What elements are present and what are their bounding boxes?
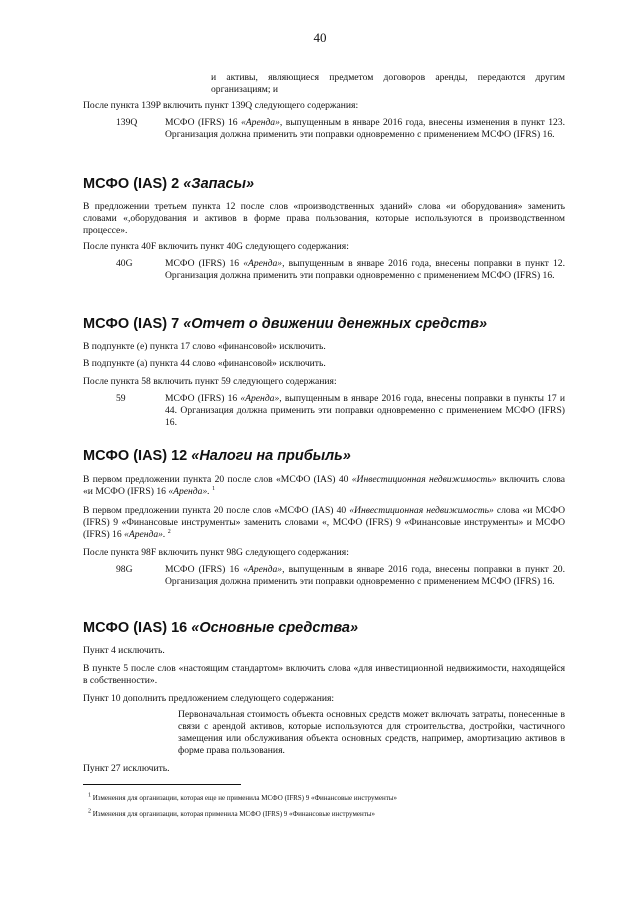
paragraph-ias2-1: В предложении третьем пункта 12 после слов «производственных зданий» слова «и оборудования» заменить словами «,оборудования и активов в форме права пользования, которые используются в производственном процессе». — [83, 201, 565, 236]
paragraph-ias12-3: После пункта 98F включить пункт 98G следующего содержания: — [83, 547, 349, 558]
paragraph-ias12-2: В первом предложении пункта 20 после слов «МСФО (IAS) 40 «Инвестиционная недвижимость» слова «и МСФО (IFRS) 9 «Финансовые инструменты» заменить словами «, МСФО (IFRS) 9 «Финансовые инструменты» и МСФО (IFRS) 16 «Аренда». $^2$ — [83, 505, 565, 540]
entry-number: 59 — [116, 393, 126, 404]
entry-number: 98G — [116, 564, 133, 575]
paragraph-ias7-3: После пункта 58 включить пункт 59 следующего содержания: — [83, 376, 337, 387]
entry-text: МСФО (IFRS) 16 «Аренда», выпущенным в январе 2016 года, внесены поправки в пункт 12. Организация должна применить эти поправки одновременно с применением МСФО (IFRS) 16. — [165, 258, 565, 281]
paragraph-ias16-1: Пункт 4 исключить. — [83, 645, 165, 656]
footnote-1: $^1$ Изменения для организации, которая еще не применила МСФО (IFRS) 9 «Финансовые инструменты» — [88, 792, 397, 802]
paragraph-ias7-2: В подпункте (а) пункта 44 слово «финансовой» исключить. — [83, 358, 326, 369]
section-heading-ias7: МСФО (IAS) 7 «Отчет о движении денежных средств» — [83, 316, 488, 332]
paragraph-139q-intro: После пункта 139P включить пункт 139Q следующего содержания: — [83, 100, 359, 111]
entry-text: МСФО (IFRS) 16 «Аренда», выпущенным в январе 2016 года, внесены поправки в пункт 20. Организация должна применить эти поправки одновременно с применением МСФО (IFRS) 16. — [165, 564, 565, 587]
section-heading-ias12: МСФО (IAS) 12 «Налоги на прибыль» — [83, 448, 351, 464]
footnote-separator — [83, 784, 241, 785]
paragraph-ias2-2: После пункта 40F включить пункт 40G следующего содержания: — [83, 241, 349, 252]
paragraph-ias12-1: В первом предложении пункта 20 после слов «МСФО (IAS) 40 «Инвестиционная недвижимость» включить слова «и МСФО (IFRS) 16 «Аренда». $^1$ — [83, 474, 565, 497]
entry-text: МСФО (IFRS) 16 «Аренда», выпущенным в январе 2016 года, внесены изменения в пункт 123. Организация должна применить эти поправки одновременно с применением МСФО (IFRS) 16. — [165, 117, 565, 140]
quoted-addition-text: Первоначальная стоимость объекта основных средств может включать затраты, понесенные в связи с арендой активов, которые используются для строительства, достройки, частичного замещения или обслуживания объекта основных средств, например, амортизацию активов в форме права пользования. — [178, 709, 565, 756]
footnote-2: $^2$ Изменения для организации, которая применила МСФО (IFRS) 9 «Финансовые инструменты» — [88, 808, 376, 818]
entry-number: 139Q — [116, 117, 138, 128]
footnote-ref-1: 1 — [212, 485, 216, 492]
paragraph-ias16-3: Пункт 10 дополнить предложением следующего содержания: — [83, 693, 335, 704]
entry-number: 40G — [116, 258, 133, 269]
paragraph-ias7-1: В подпункте (е) пункта 17 слово «финансовой» исключить. — [83, 341, 326, 352]
section-heading-ias16: МСФО (IAS) 16 «Основные средства» — [83, 620, 359, 636]
list-continuation-text: и активы, являющиеся предметом договоров аренды, передаются другим организациям; и — [211, 72, 565, 95]
paragraph-ias16-2: В пункте 5 после слов «настоящим стандартом» включить слова «для инвестиционной недвижимости, находящейся в собственности». — [83, 663, 565, 686]
paragraph-ias16-4: Пункт 27 исключить. — [83, 763, 170, 774]
entry-text: МСФО (IFRS) 16 «Аренда», выпущенным в январе 2016 года, внесены поправки в пункты 17 и 44. Организация должна применить эти поправки одновременно с применением МСФО (IFRS) 16. — [165, 393, 566, 428]
footnote-ref-2: 2 — [167, 528, 171, 535]
page-number: 40 — [313, 30, 327, 45]
section-heading-ias2: МСФО (IAS) 2 «Запасы» — [83, 176, 255, 192]
